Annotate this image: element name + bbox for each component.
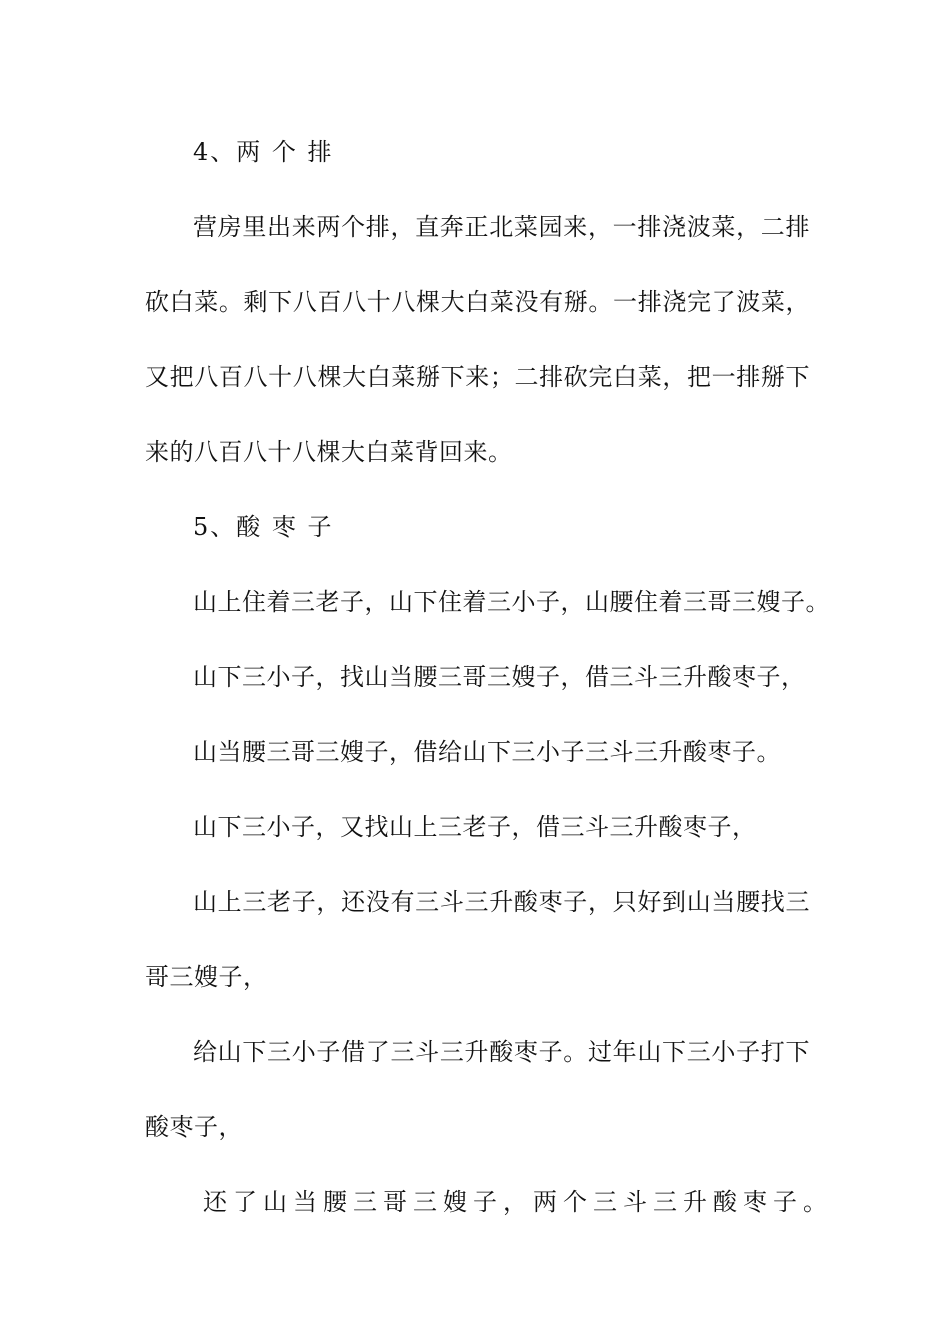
- paragraph-line: 又把八百八十八棵大白菜掰下来；二排砍完白菜，把一排掰下: [145, 363, 810, 391]
- paragraph-line: 山上住着三老子，山下住着三小子，山腰住着三哥三嫂子。: [193, 588, 830, 616]
- paragraph-line: 还了山当腰三哥三嫂子，两个三斗三升酸枣子。: [203, 1188, 833, 1216]
- paragraph-line: 哥三嫂子，: [145, 963, 268, 991]
- paragraph-line: 砍白菜。剩下八百八十八棵大白菜没有掰。一排浇完了波菜，: [145, 288, 810, 316]
- paragraph-line: 山当腰三哥三嫂子，借给山下三小子三斗三升酸枣子。: [193, 738, 781, 766]
- section-heading-5: 5、酸 枣 子: [193, 513, 334, 541]
- section-heading-4: 4、两 个 排: [193, 138, 334, 166]
- paragraph-line: 山下三小子，又找山上三老子，借三斗三升酸枣子，: [193, 813, 757, 841]
- paragraph-line: 山下三小子，找山当腰三哥三嫂子，借三斗三升酸枣子，: [193, 663, 806, 691]
- paragraph-line: 给山下三小子借了三斗三升酸枣子。过年山下三小子打下: [193, 1038, 810, 1066]
- paragraph-line: 来的八百八十八棵大白菜背回来。: [145, 438, 513, 466]
- paragraph-line: 酸枣子，: [145, 1113, 243, 1141]
- paragraph-line: 营房里出来两个排，直奔正北菜园来，一排浇波菜，二排: [193, 213, 810, 241]
- paragraph-line: 山上三老子，还没有三斗三升酸枣子，只好到山当腰找三: [193, 888, 810, 916]
